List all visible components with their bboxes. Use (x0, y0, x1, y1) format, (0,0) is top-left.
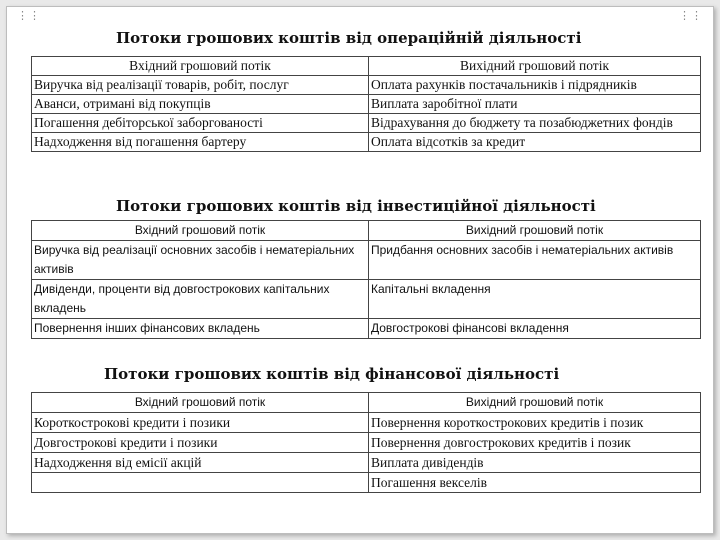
table-row (32, 319, 701, 339)
table-row (32, 95, 701, 114)
inflow-cell: Виручка від реалізації товарів, робіт, послуг (32, 76, 369, 95)
outflow-cell: Оплата рахунків постачальників і підрядників (369, 76, 701, 95)
inflow-cell: Надходження від погашення бартеру (32, 133, 369, 152)
outflow-cell: Виплата дивідендів (369, 453, 701, 473)
inflow-cell: Надходження від емісії акцій (32, 453, 369, 473)
inflow-cell: Виручка від реалізації основних засобів і нематеріальних активів (32, 241, 369, 280)
outflow-cell: Придбання основних засобів і нематеріальних активів (369, 241, 701, 280)
outflow-cell: Повернення довгострокових кредитів і позик (369, 433, 701, 453)
corner-dots-decoration: ⋮⋮ (17, 9, 41, 22)
outflow-header: Вихідний грошовий потік (369, 393, 701, 413)
inflow-cell: Довгострокові кредити і позики (32, 433, 369, 453)
outflow-header: Вихідний грошовий потік (369, 57, 701, 76)
table-row (32, 453, 701, 473)
table-row (32, 76, 701, 95)
table-investment (31, 220, 701, 339)
table-row (32, 133, 701, 152)
inflow-cell: Погашення дебіторської заборгованості (32, 114, 369, 133)
table-row (32, 241, 701, 280)
inflow-header: Вхідний грошовий потік (32, 221, 369, 241)
table-row (32, 280, 701, 319)
table-row (32, 413, 701, 433)
table-header-row (32, 393, 701, 413)
inflow-header: Вхідний грошовий потік (32, 393, 369, 413)
section-title-investment: Потоки грошових коштів від інвестиційної діяльності (116, 197, 596, 215)
table-row (32, 114, 701, 133)
table-financial (31, 392, 701, 493)
inflow-cell: Аванси, отримані від покупців (32, 95, 369, 114)
outflow-cell: Виплата заробітної плати (369, 95, 701, 114)
outflow-header: Вихідний грошовий потік (369, 221, 701, 241)
inflow-header: Вхідний грошовий потік (32, 57, 369, 76)
section-title-financial: Потоки грошових коштів від фінансової діяльності (104, 365, 560, 383)
outflow-cell: Відрахування до бюджету та позабюджетних фондів (369, 114, 701, 133)
table-row (32, 433, 701, 453)
table-operating (31, 56, 701, 152)
outflow-cell: Повернення короткострокових кредитів і позик (369, 413, 701, 433)
inflow-cell: Короткострокові кредити і позики (32, 413, 369, 433)
inflow-cell (32, 473, 369, 493)
inflow-cell: Дивіденди, проценти від довгострокових капітальних вкладень (32, 280, 369, 319)
corner-dots-decoration: ⋮⋮ (679, 9, 703, 22)
table-row (32, 473, 701, 493)
outflow-cell: Довгострокові фінансові вкладення (369, 319, 701, 339)
outflow-cell: Оплата відсотків за кредит (369, 133, 701, 152)
section-title-operating: Потоки грошових коштів від операційній діяльності (116, 29, 582, 47)
inflow-cell: Повернення інших фінансових вкладень (32, 319, 369, 339)
table-header-row (32, 57, 701, 76)
outflow-cell: Капітальні вкладення (369, 280, 701, 319)
table-header-row (32, 221, 701, 241)
outflow-cell: Погашення векселів (369, 473, 701, 493)
